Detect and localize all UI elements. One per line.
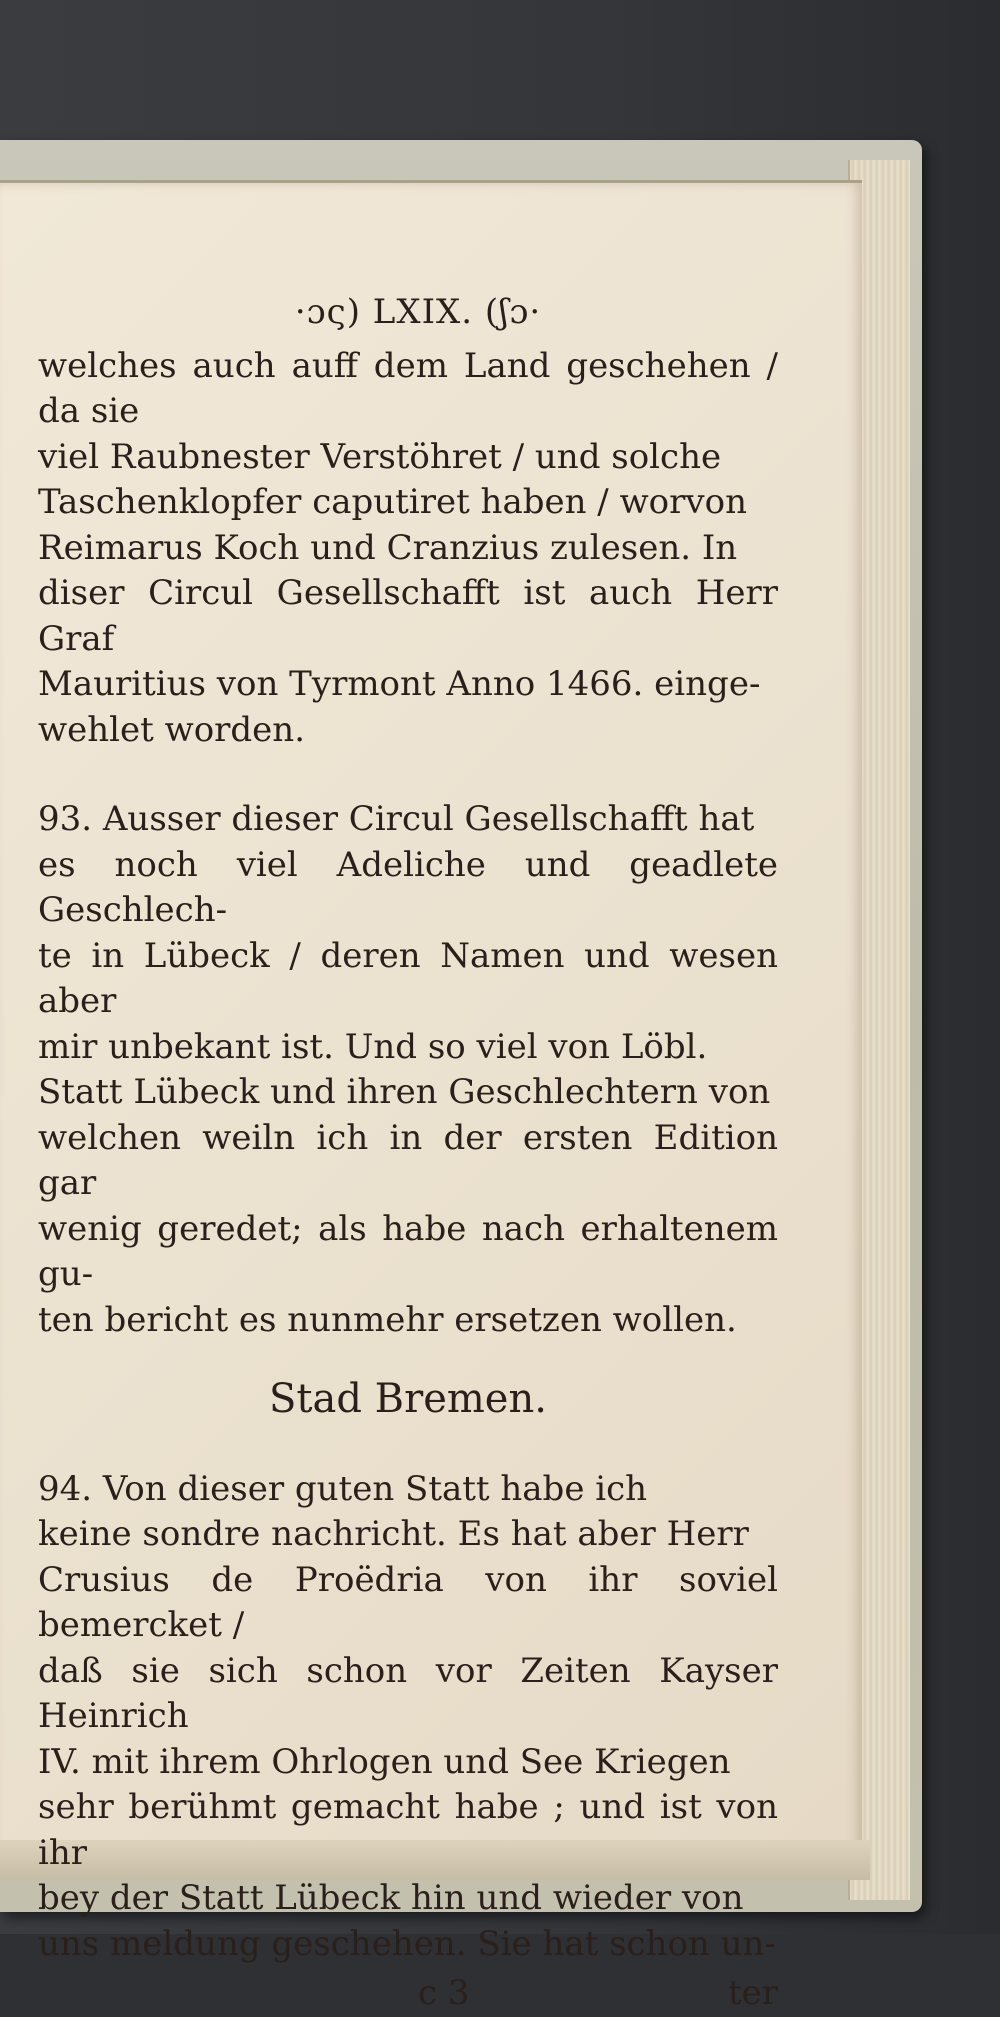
paragraph-spacer	[38, 753, 778, 797]
catchword: ter	[727, 1973, 778, 2013]
paragraph-3: 94. Von dieser guten Statt habe ich keine sondre nachricht. Es hat aber Herr Crusius de Proëdria von ihr soviel bemercket / daß sie sich schon vor Zeiten Kayser Heinrich IV. mit ihrem Ohrlogen und See Kriegen sehr berühmt gemacht habe ; und ist von ihr bey der Statt Lübeck hin und wieder von uns meldung geschehen. Sie hat schon un-	[38, 1468, 778, 1964]
signature-mark: c 3	[418, 1973, 470, 2013]
paragraph-1: welches auch auff dem Land geschehen / da sie viel Raubnester Verstöhret / und solche Taschenklopfer caputiret haben / worvon Reimarus Koch und Cranzius zulesen. In diser Circul Gesellschafft ist auch Herr Graf Mauritius von Tyrmont Anno 1466. einge- wehlet worden.	[38, 345, 778, 750]
section-heading: Stad Bremen.	[269, 1376, 547, 1422]
paragraph-2: 93. Ausser dieser Circul Gesellschafft hat es noch viel Adeliche und geadlete Geschlech- te in Lübeck / deren Namen und wesen aber mir unbekant ist. Und so viel von Löbl. Statt Lübeck und ihren Geschlechtern von welchen weiln ich in der ersten Edition gar wenig geredet; als habe nach erhaltenem gu- ten bericht es nunmehr ersetzen wollen.	[38, 799, 778, 1340]
page-text	[38, 290, 778, 2017]
page-footer	[38, 1971, 778, 2017]
page-header: ·ɔς) LXIX. (ʃɔ·	[294, 292, 542, 332]
